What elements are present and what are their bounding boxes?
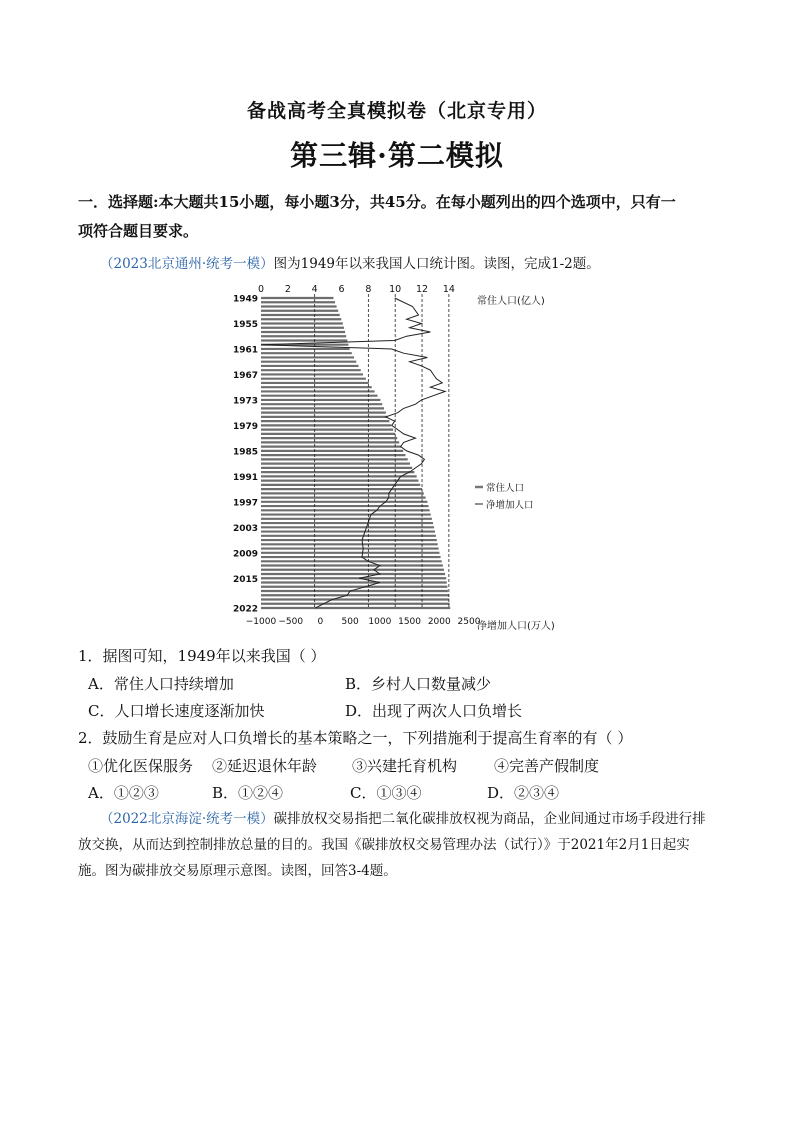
year-tick-label: 1985 bbox=[232, 447, 258, 458]
top-tick-label: 12 bbox=[415, 284, 429, 295]
legend-label-net: 净增加人口 bbox=[486, 500, 534, 511]
q2-item-1: ①优化医保服务 bbox=[88, 757, 194, 775]
intro2-text1: 碳排放权交易指把二氧化碳排放权视为商品，企业间通过市场手段进行排 bbox=[273, 811, 706, 827]
year-tick-label: 2009 bbox=[232, 549, 258, 560]
year-tick-label: 1991 bbox=[232, 472, 258, 483]
year-ticks bbox=[233, 295, 258, 615]
q1-stem: 1．据图可知，1949年以来我国（ ） bbox=[78, 647, 326, 665]
year-tick-label: 2015 bbox=[232, 574, 258, 585]
intro1-source: （2023北京通州·统考一模） bbox=[100, 256, 274, 272]
page-subtitle: 第三辑·第二模拟 bbox=[290, 139, 504, 172]
bottom-tick-label: 1000 bbox=[368, 617, 392, 627]
page-title: 备战高考全真模拟卷（北京专用） bbox=[246, 100, 547, 122]
year-tick-label: 2022 bbox=[232, 604, 258, 615]
top-tick-label: 2 bbox=[284, 284, 291, 295]
bottom-tick-label: 2000 bbox=[427, 617, 451, 627]
top-tick-label: 14 bbox=[442, 284, 455, 295]
bottom-tick-label: 0 bbox=[317, 617, 324, 627]
bottom-tick-label: 1500 bbox=[398, 617, 422, 627]
q2-option-c[interactable]: C．①③④ bbox=[350, 784, 422, 802]
intro2-line2: 放交换，从而达到控制排放总量的目的。我国《碳排放权交易管理办法（试行）》于2021年2月1日起实 bbox=[78, 837, 690, 853]
legend bbox=[475, 482, 534, 511]
bottom-tick-label: −500 bbox=[278, 617, 304, 627]
q2-option-b[interactable]: B．①②④ bbox=[212, 784, 284, 802]
top-axis-ticks bbox=[258, 284, 455, 295]
year-tick-label: 1961 bbox=[232, 345, 258, 356]
q1-option-a[interactable]: A．常住人口持续增加 bbox=[88, 675, 234, 693]
year-tick-label: 1973 bbox=[232, 396, 258, 407]
q1-option-c[interactable]: C．人口增长速度逐渐加快 bbox=[88, 702, 265, 720]
bottom-tick-label: 2500 bbox=[457, 617, 481, 627]
year-tick-label: 2003 bbox=[232, 523, 258, 534]
bottom-tick-label: −1000 bbox=[245, 617, 277, 627]
intro1-text: 图为1949年以来我国人口统计图。读图，完成1-2题。 bbox=[273, 256, 600, 272]
top-tick-label: 0 bbox=[257, 284, 265, 295]
q2-item-3: ③兴建托育机构 bbox=[352, 757, 458, 775]
top-tick-label: 8 bbox=[365, 284, 372, 295]
q2-stem: 2．鼓励生育是应对人口负增长的基本策略之一，下列措施利于提高生育率的有（ ） bbox=[78, 729, 633, 747]
year-tick-label: 1979 bbox=[232, 421, 258, 432]
q1-option-d[interactable]: D．出现了两次人口负增长 bbox=[345, 702, 523, 720]
top-axis-label: 常住人口(亿人) bbox=[477, 296, 545, 307]
section-heading-line2: 项符合题目要求。 bbox=[78, 222, 199, 240]
year-tick-label: 1967 bbox=[232, 370, 258, 381]
population-chart bbox=[225, 280, 570, 635]
section-heading-line1: 一．选择题:本大题共15小题，每小题3分，共45分。在每小题列出的四个选项中，只有一 bbox=[78, 193, 676, 211]
q1-option-b[interactable]: B．乡村人口数量减少 bbox=[345, 675, 492, 693]
intro1 bbox=[100, 251, 750, 277]
intro2-line3: 施。图为碳排放交易原理示意图。读图，回答3-4题。 bbox=[78, 863, 397, 879]
legend-label-population: 常住人口 bbox=[486, 483, 525, 494]
top-tick-label: 10 bbox=[389, 284, 402, 295]
year-tick-label: 1949 bbox=[232, 294, 258, 305]
bottom-axis-ticks bbox=[246, 617, 481, 627]
intro2-line1 bbox=[100, 806, 730, 832]
intro2-source: （2022北京海淀·统考一模） bbox=[100, 811, 274, 827]
top-tick-label: 4 bbox=[311, 284, 318, 295]
q2-item-4: ④完善产假制度 bbox=[494, 757, 600, 775]
bottom-axis-label: 净增加人口(万人) bbox=[477, 621, 555, 632]
top-tick-label: 6 bbox=[338, 284, 345, 295]
q2-option-a[interactable]: A．①②③ bbox=[88, 784, 159, 802]
year-tick-label: 1997 bbox=[232, 498, 258, 509]
q2-option-d[interactable]: D．②③④ bbox=[487, 784, 560, 802]
year-tick-label: 1955 bbox=[232, 319, 258, 330]
bottom-tick-label: 500 bbox=[341, 617, 359, 627]
q2-item-2: ②延迟退休年龄 bbox=[212, 757, 318, 775]
